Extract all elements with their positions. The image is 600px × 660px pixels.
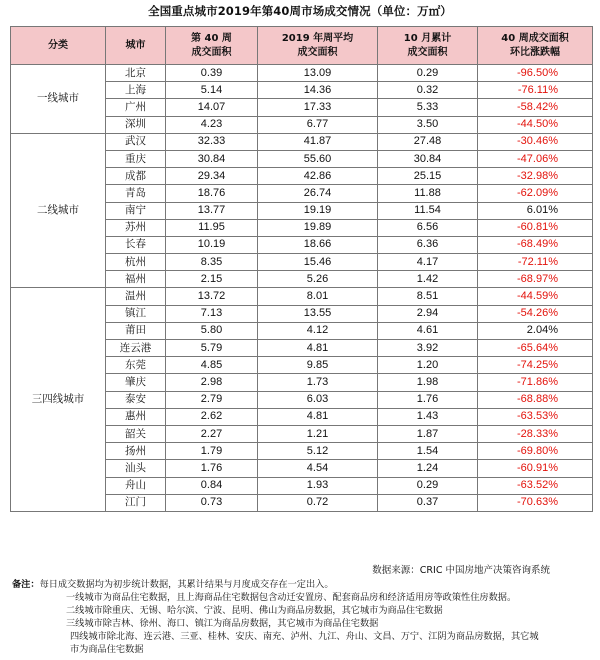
avg2019-cell: 5.26 xyxy=(258,271,378,288)
table-row xyxy=(11,65,593,82)
avg2019-cell: 1.93 xyxy=(258,477,378,494)
week40-cell: 2.27 xyxy=(166,425,258,442)
oct-cumulative-cell: 0.32 xyxy=(378,82,478,99)
week40-cell: 0.84 xyxy=(166,477,258,494)
change-cell: -60.81% xyxy=(478,219,593,236)
week40-cell: 7.13 xyxy=(166,305,258,322)
oct-cumulative-cell: 5.33 xyxy=(378,99,478,116)
avg2019-cell: 1.21 xyxy=(258,425,378,442)
change-cell: -47.06% xyxy=(478,150,593,167)
oct-cumulative-cell: 11.88 xyxy=(378,185,478,202)
change-cell: -62.09% xyxy=(478,185,593,202)
header-week40 xyxy=(166,27,258,65)
table-row xyxy=(11,133,593,150)
avg2019-cell: 14.36 xyxy=(258,82,378,99)
group-label: 二线城市 xyxy=(11,133,106,288)
city-cell: 舟山 xyxy=(106,477,166,494)
avg2019-cell: 8.01 xyxy=(258,288,378,305)
header-week40-line1: 第 40 周 xyxy=(191,32,232,44)
oct-cumulative-cell: 2.94 xyxy=(378,305,478,322)
oct-cumulative-cell: 1.87 xyxy=(378,425,478,442)
city-cell: 福州 xyxy=(106,271,166,288)
avg2019-cell: 55.60 xyxy=(258,150,378,167)
oct-cumulative-cell: 1.54 xyxy=(378,443,478,460)
week40-cell: 2.79 xyxy=(166,391,258,408)
city-cell: 镇江 xyxy=(106,305,166,322)
change-cell: -68.49% xyxy=(478,236,593,253)
avg2019-cell: 4.54 xyxy=(258,460,378,477)
city-cell: 南宁 xyxy=(106,202,166,219)
avg2019-cell: 4.81 xyxy=(258,340,378,357)
table-row xyxy=(11,288,593,305)
change-cell: -63.52% xyxy=(478,477,593,494)
week40-cell: 5.79 xyxy=(166,340,258,357)
note-line-6: 市为商品住宅数据 xyxy=(70,644,144,655)
oct-cumulative-cell: 25.15 xyxy=(378,168,478,185)
avg2019-cell: 42.86 xyxy=(258,168,378,185)
change-cell: -68.97% xyxy=(478,271,593,288)
change-cell: -72.11% xyxy=(478,254,593,271)
week40-cell: 5.14 xyxy=(166,82,258,99)
week40-cell: 32.33 xyxy=(166,133,258,150)
avg2019-cell: 13.55 xyxy=(258,305,378,322)
oct-cumulative-cell: 3.92 xyxy=(378,340,478,357)
header-city: 城市 xyxy=(106,27,166,65)
oct-cumulative-cell: 1.24 xyxy=(378,460,478,477)
header-change-line2: 环比涨跌幅 xyxy=(510,46,560,58)
week40-cell: 8.35 xyxy=(166,254,258,271)
oct-cumulative-cell: 3.50 xyxy=(378,116,478,133)
city-cell: 莆田 xyxy=(106,322,166,339)
avg2019-cell: 17.33 xyxy=(258,99,378,116)
avg2019-cell: 6.77 xyxy=(258,116,378,133)
change-cell: -96.50% xyxy=(478,65,593,82)
header-avg2019 xyxy=(258,27,378,65)
oct-cumulative-cell: 1.76 xyxy=(378,391,478,408)
oct-cumulative-cell: 4.17 xyxy=(378,254,478,271)
change-cell: -60.91% xyxy=(478,460,593,477)
oct-cumulative-cell: 1.42 xyxy=(378,271,478,288)
change-cell: 2.04% xyxy=(478,322,593,339)
week40-cell: 2.98 xyxy=(166,374,258,391)
change-cell: -71.86% xyxy=(478,374,593,391)
change-cell: -44.59% xyxy=(478,288,593,305)
week40-cell: 14.07 xyxy=(166,99,258,116)
city-cell: 北京 xyxy=(106,65,166,82)
oct-cumulative-cell: 27.48 xyxy=(378,133,478,150)
oct-cumulative-cell: 1.98 xyxy=(378,374,478,391)
city-transactions-table xyxy=(10,26,593,512)
city-cell: 泰安 xyxy=(106,391,166,408)
oct-cumulative-cell: 6.36 xyxy=(378,236,478,253)
oct-cumulative-cell: 0.37 xyxy=(378,494,478,511)
city-cell: 温州 xyxy=(106,288,166,305)
change-cell: -30.46% xyxy=(478,133,593,150)
oct-cumulative-cell: 1.43 xyxy=(378,408,478,425)
avg2019-cell: 41.87 xyxy=(258,133,378,150)
oct-cumulative-cell: 4.61 xyxy=(378,322,478,339)
week40-cell: 18.76 xyxy=(166,185,258,202)
change-cell: -32.98% xyxy=(478,168,593,185)
week40-cell: 0.73 xyxy=(166,494,258,511)
avg2019-cell: 19.89 xyxy=(258,219,378,236)
city-cell: 杭州 xyxy=(106,254,166,271)
week40-cell: 1.76 xyxy=(166,460,258,477)
city-cell: 武汉 xyxy=(106,133,166,150)
note-line-1 xyxy=(12,578,592,591)
week40-cell: 11.95 xyxy=(166,219,258,236)
week40-cell: 4.85 xyxy=(166,357,258,374)
note-line-4: 三线城市除吉林、徐州、海口、镇江为商品房数据，其它城市为商品住宅数据 xyxy=(66,618,379,629)
header-avg2019-line1: 2019 年周平均 xyxy=(281,32,354,44)
change-cell: -28.33% xyxy=(478,425,593,442)
avg2019-cell: 26.74 xyxy=(258,185,378,202)
change-cell: -68.88% xyxy=(478,391,593,408)
avg2019-cell: 5.12 xyxy=(258,443,378,460)
header-oct-line1: 10 月累计 xyxy=(403,32,452,44)
week40-cell: 0.39 xyxy=(166,65,258,82)
week40-cell: 2.15 xyxy=(166,271,258,288)
city-cell: 韶关 xyxy=(106,425,166,442)
change-cell: 6.01% xyxy=(478,202,593,219)
avg2019-cell: 13.09 xyxy=(258,65,378,82)
table-header xyxy=(11,27,593,65)
avg2019-cell: 1.73 xyxy=(258,374,378,391)
header-oct-line2: 成交面积 xyxy=(407,46,448,58)
week40-cell: 29.34 xyxy=(166,168,258,185)
notes-label: 备注： xyxy=(12,579,40,590)
change-cell: -69.80% xyxy=(478,443,593,460)
city-cell: 苏州 xyxy=(106,219,166,236)
avg2019-cell: 19.19 xyxy=(258,202,378,219)
header-change-line1: 40 周成交面积 xyxy=(501,32,569,44)
note-line-2: 一线城市为商品住宅数据，且上海商品住宅数据包含动迁安置房、配套商品房和经济适用房等政策性住房数据。 xyxy=(66,592,517,603)
note-text-1: 每日成交数据均为初步统计数据，其累计结果与月度成交存在一定出入。 xyxy=(39,579,334,590)
city-cell: 肇庆 xyxy=(106,374,166,391)
change-cell: -70.63% xyxy=(478,494,593,511)
avg2019-cell: 9.85 xyxy=(258,357,378,374)
oct-cumulative-cell: 0.29 xyxy=(378,477,478,494)
oct-cumulative-cell: 8.51 xyxy=(378,288,478,305)
avg2019-cell: 4.12 xyxy=(258,322,378,339)
note-line-5: 四线城市除北海、连云港、三亚、桂林、安庆、南充、泸州、九江、舟山、文昌、万宁、江阴为商品房数据，其它城 xyxy=(70,631,539,642)
header-category: 分类 xyxy=(11,27,106,65)
table-body xyxy=(11,65,593,512)
week40-cell: 10.19 xyxy=(166,236,258,253)
city-cell: 成都 xyxy=(106,168,166,185)
avg2019-cell: 15.46 xyxy=(258,254,378,271)
week40-cell: 2.62 xyxy=(166,408,258,425)
avg2019-cell: 18.66 xyxy=(258,236,378,253)
avg2019-cell: 4.81 xyxy=(258,408,378,425)
week40-cell: 30.84 xyxy=(166,150,258,167)
change-cell: -54.26% xyxy=(478,305,593,322)
city-cell: 连云港 xyxy=(106,340,166,357)
city-cell: 长春 xyxy=(106,236,166,253)
change-cell: -58.42% xyxy=(478,99,593,116)
oct-cumulative-cell: 6.56 xyxy=(378,219,478,236)
data-source: 数据来源：CRIC 中国房地产决策咨询系统 xyxy=(372,565,550,576)
city-cell: 重庆 xyxy=(106,150,166,167)
city-cell: 深圳 xyxy=(106,116,166,133)
avg2019-cell: 0.72 xyxy=(258,494,378,511)
change-cell: -74.25% xyxy=(478,357,593,374)
avg2019-cell: 6.03 xyxy=(258,391,378,408)
week40-cell: 1.79 xyxy=(166,443,258,460)
city-cell: 惠州 xyxy=(106,408,166,425)
header-week40-line2: 成交面积 xyxy=(191,46,232,58)
header-oct-cumulative xyxy=(378,27,478,65)
change-cell: -76.11% xyxy=(478,82,593,99)
week40-cell: 4.23 xyxy=(166,116,258,133)
city-cell: 东莞 xyxy=(106,357,166,374)
week40-cell: 13.77 xyxy=(166,202,258,219)
city-cell: 上海 xyxy=(106,82,166,99)
city-cell: 汕头 xyxy=(106,460,166,477)
city-cell: 江门 xyxy=(106,494,166,511)
oct-cumulative-cell: 30.84 xyxy=(378,150,478,167)
oct-cumulative-cell: 1.20 xyxy=(378,357,478,374)
group-label: 三四线城市 xyxy=(11,288,106,511)
city-cell: 广州 xyxy=(106,99,166,116)
change-cell: -44.50% xyxy=(478,116,593,133)
notes-block xyxy=(12,578,592,656)
week40-cell: 13.72 xyxy=(166,288,258,305)
oct-cumulative-cell: 11.54 xyxy=(378,202,478,219)
change-cell: -65.64% xyxy=(478,340,593,357)
oct-cumulative-cell: 0.29 xyxy=(378,65,478,82)
week40-cell: 5.80 xyxy=(166,322,258,339)
city-cell: 扬州 xyxy=(106,443,166,460)
city-cell: 青岛 xyxy=(106,185,166,202)
note-line-3: 二线城市除重庆、无锡、哈尔滨、宁波、昆明、佛山为商品房数据，其它城市为商品住宅数据 xyxy=(66,605,443,616)
table-title: 全国重点城市2019年第40周市场成交情况（单位：万㎡） xyxy=(148,4,452,18)
header-avg2019-line2: 成交面积 xyxy=(297,46,338,58)
header-week-change xyxy=(478,27,593,65)
group-label: 一线城市 xyxy=(11,65,106,134)
change-cell: -63.53% xyxy=(478,408,593,425)
